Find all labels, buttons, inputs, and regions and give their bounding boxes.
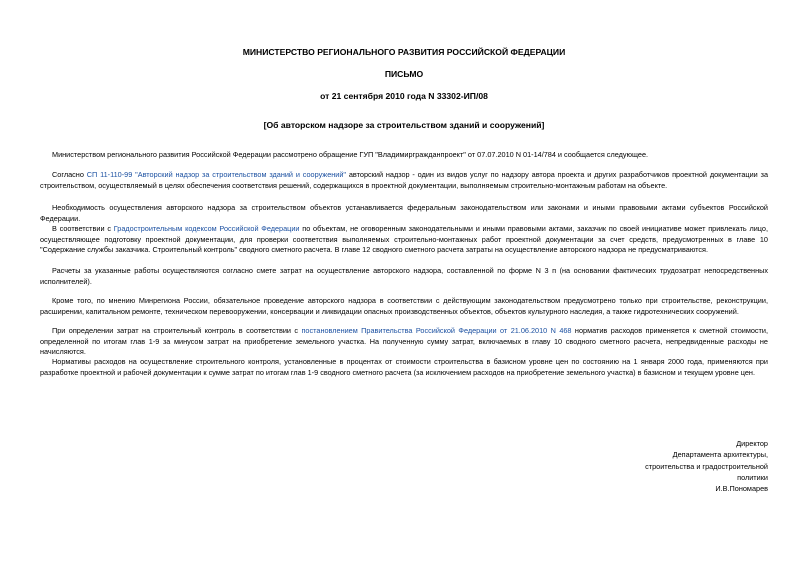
paragraph-5: Расчеты за указанные работы осуществляются согласно смете затрат на осуществление авторского надзора, составленной по форме N 3 п (на основании фактических трудозатрат непосредственных исполнителей). [40,266,768,286]
subject-line: [Об авторском надзоре за строительством зданий и сооружений] [263,120,545,130]
signature-department: Департамента архитектуры, [672,450,768,460]
document-type: ПИСЬМО [384,69,424,79]
paragraph-7 [40,326,768,358]
signature-title: Директор [736,439,768,448]
paragraph-8: Нормативы расходов на осуществление строительного контроля, установленные в процентах от стоимости строительства в базисном уровне цен по состоянию на 1 января 2000 года, применяются при разработке проектной и рабочей документации к сумме затрат по итогам глав 1-9 сводного сметного расчета (за исключением расходов на приобретение земельного участка) в базисном и текущем уровне цен. [40,357,768,377]
paragraph-3: Необходимость осуществления авторского надзора за строительством объектов устанавливается федеральным законодательством или законами и иными правовыми актами субъектов Российской Федерации. [40,203,768,223]
signature-block [548,438,768,494]
paragraph-1: Министерством регионального развития Российской Федерации рассмотрено обращение ГУП "Владимиргражданпроект" от 07.07.2010 N 01-14/784 и сообщается следующее. [52,150,649,159]
date-number: от 21 сентября 2010 года N 33302-ИП/08 [320,91,488,101]
paragraph-7-intro: При определении затрат на строительный контроль в соответствии с [52,326,302,335]
signature-department-cont: строительства и градостроительной [645,461,768,471]
paragraph-4 [40,224,768,256]
paragraph-4-text: по объектам, не оговоренным законодательными и иными правовыми актами, заказчик по своей инициативе может привлекать лицо, осуществляющее подготовку проектной документации, для проверки соответствия выполняемых строительно-монтажных работ проектной документации за счет средств, предусмотренных в главе 10 "Содержание службы заказчика. Строительный контроль" сводного сметного расчета. В главе 12 сводного сметного расчета затраты на осуществление авторского надзора не предусматриваются. [40,224,768,255]
urban-planning-code-link[interactable]: Градостроительным кодексом Российской Федерации [113,224,300,233]
sp-11-110-99-link[interactable]: СП 11-110-99 "Авторский надзор за строительством зданий и сооружений" [86,170,347,179]
paragraph-4-intro: В соответствии с [52,224,114,233]
signature-name: И.В.Пономарев [715,484,768,494]
government-decree-468-link[interactable]: постановлением Правительства Российской Федерации от 21.06.2010 N 468 [301,326,572,335]
ministry-title: МИНИСТЕРСТВО РЕГИОНАЛЬНОГО РАЗВИТИЯ РОССИЙСКОЙ ФЕДЕРАЦИИ [242,47,566,57]
signature-department-end: политики [737,472,768,482]
paragraph-7-text: норматив расходов применяется к сметной стоимости, определенной по итогам глав 1-9 за минусом затрат на приобретение земельного участка. На полученную сумму затрат, включаемых в главу 10 сводного сметного расчета, непредвиденные расходы не начисляются. [40,326,768,357]
paragraph-2-text: авторский надзор - один из видов услуг по надзору автора проекта и других разработчиков проектной документации за строительством, осуществляемый в целях обеспечения соответствия решений, содержащихся в проектной документации, выполняемым строительно-монтажным работам на объекте. [40,170,769,190]
paragraph-2 [40,170,768,191]
paragraph-2-intro: Согласно [52,170,87,179]
paragraph-6: Кроме того, по мнению Минрегиона России, обязательное проведение авторского надзора в соответствии с действующим законодательством предусмотрено только при строительстве, реконструкции, расширении, капитальном ремонте, техническом перевооружении, консервации и ликвидации опасных производственных объектов, объектов культурного наследия, а также гидротехнических сооружений. [40,296,768,316]
